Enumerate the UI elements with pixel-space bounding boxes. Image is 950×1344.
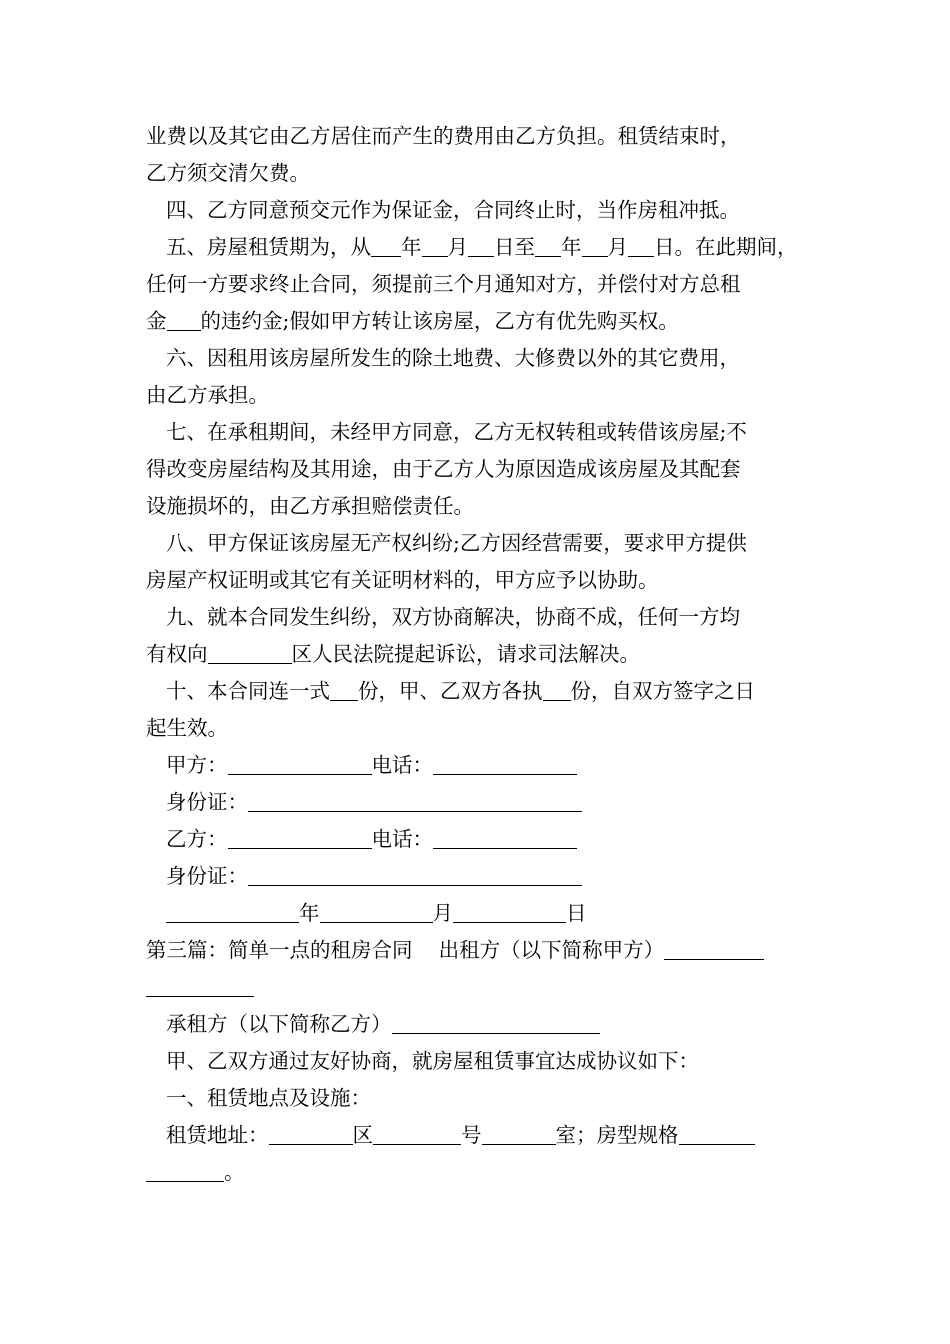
clause-7: 七、在承租期间，未经甲方同意，乙方无权转租或转借该房屋;不 [166, 420, 747, 444]
text-line: 设施损坏的，由乙方承担赔偿责任。 [146, 494, 474, 518]
blank-field [166, 900, 299, 923]
blank-field [535, 234, 561, 257]
blank-field [628, 234, 654, 257]
rental-address-line: 租赁地址： 区 号 室；房型规格 [166, 1120, 755, 1150]
blank-field [433, 752, 577, 775]
text-line: 起生效。 [146, 716, 228, 740]
clause-5: 五、房屋租赁期为，从 年 月 日至 年 月 日。在此期间， [166, 235, 798, 259]
clause-9: 九、就本合同发生纠纷，双方协商解决，协商不成，任何一方均 [166, 605, 740, 629]
blank-field [146, 974, 254, 997]
blank-field [453, 900, 566, 923]
clause-10: 十、本合同连一式 份，甲、乙双方各执 份，自双方签字之日 [166, 679, 755, 703]
clause-4: 四、乙方同意预交元作为保证金，合同终止时，当作房租冲抵。 [166, 198, 740, 222]
text-line: 有权向 区人民法院提起诉讼，请求司法解决。 [146, 642, 640, 666]
blank-field [320, 900, 433, 923]
blank-field [433, 826, 577, 849]
blank-field [468, 234, 494, 257]
text-line: 房屋产权证明或其它有关证明材料的，甲方应予以协助。 [146, 568, 659, 592]
blank-field [228, 826, 372, 849]
blank-field [373, 1122, 461, 1145]
blank-field [679, 1122, 755, 1145]
text-line: 乙方须交清欠费。 [146, 161, 310, 185]
text-line: 由乙方承担。 [146, 383, 269, 407]
blank-field [269, 1122, 353, 1145]
signature-party-a: 甲方： 电话： [166, 750, 577, 780]
blank-field [664, 937, 764, 960]
blank-field [422, 234, 448, 257]
blank-field [146, 1159, 224, 1182]
lessee-line: 承租方（以下简称乙方） [166, 1009, 600, 1039]
blank-field [371, 234, 401, 257]
blank-field [248, 863, 582, 886]
blank-field [330, 678, 358, 701]
text-line: 金 的违约金;假如甲方转让该房屋，乙方有优先购买权。 [146, 309, 679, 333]
signature-date: 年 月 日 [166, 898, 587, 928]
blank-field [543, 678, 571, 701]
text-line: 得改变房屋结构及其用途，由于乙方人为原因造成该房屋及其配套 [146, 457, 741, 481]
section-heading: 第三篇：简单一点的租房合同 出租方（以下简称甲方） [146, 935, 764, 965]
blank-field [482, 1122, 556, 1145]
signature-party-b: 乙方： 电话： [166, 824, 577, 854]
agreement-intro: 甲、乙双方通过友好协商，就房屋租赁事宜达成协议如下： [166, 1049, 699, 1073]
signature-id-b: 身份证： [166, 861, 582, 891]
blank-field [392, 1011, 600, 1034]
clause-8: 八、甲方保证该房屋无产权纠纷;乙方因经营需要，要求甲方提供 [166, 531, 747, 555]
blank-field [228, 752, 372, 775]
section-1-heading: 一、租赁地点及设施： [166, 1086, 371, 1110]
blank-field [248, 789, 582, 812]
blank-field [167, 308, 201, 331]
text-line: 任何一方要求终止合同，须提前三个月通知对方，并偿付对方总租 [146, 272, 741, 296]
text-line: 业费以及其它由乙方居住而产生的费用由乙方负担。租赁结束时， [146, 124, 741, 148]
clause-6: 六、因租用该房屋所发生的除土地费、大修费以外的其它费用， [166, 346, 740, 370]
blank-field [208, 641, 292, 664]
signature-id-a: 身份证： [166, 787, 582, 817]
blank-field [582, 234, 608, 257]
text-line [146, 972, 254, 1002]
text-line: 。 [146, 1157, 245, 1187]
